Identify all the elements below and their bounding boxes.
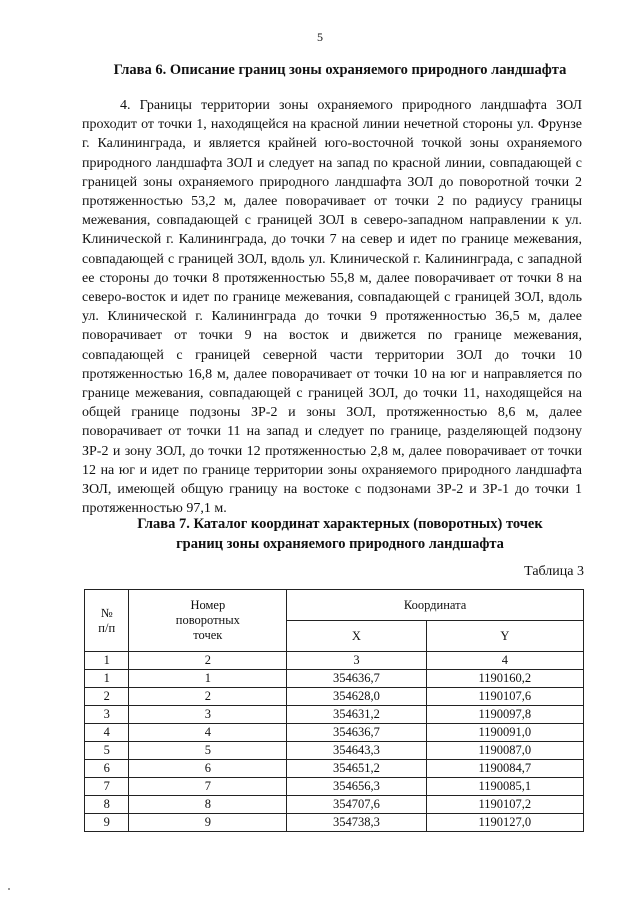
header-num-line2: п/п (98, 620, 116, 635)
table-cell: 8 (129, 796, 287, 814)
table-row (85, 742, 584, 760)
chapter7-title-line1: Глава 7. Каталог координат характерных (поворотных) точек (137, 516, 543, 532)
table-index-row (85, 652, 584, 670)
table-cell: 6 (129, 760, 287, 778)
table-cell: 1190107,2 (426, 796, 583, 814)
table-cell: 3 (287, 652, 426, 670)
table-cell: 1190084,7 (426, 760, 583, 778)
table-row (85, 796, 584, 814)
table-cell: 1 (85, 652, 129, 670)
header-coordinate: Координата (287, 590, 584, 621)
table-cell: 1190091,0 (426, 724, 583, 742)
chapter6-paragraph: 4. Границы территории зоны охраняемого природного ландшафта ЗОЛ проходит от точки 1, находящейся на красной линии нечетной стороны ул. Фрунзе г. Калининграда, и является крайней юго-восточной точкой зоны охраняемого природного ландшафта ЗОЛ и следует на запад по красной линии, совпадающей с границей зоны охраняемого природного ландшафта ЗОЛ до поворотной точки 2 протяженностью 53,2 м, далее поворачивает от точки 2 по радиусу границы межевания, совпадающей с границей ЗОЛ в северо-западном направлении к ул. Клинической г. Калининграда, до точки 7 на север и идет по границе межевания, совпадающей с границей ЗОЛ, вдоль ул. Клинической г. Калининграда, с западной ее стороны до точки 8 протяженностью 55,8 м, далее поворачивает от точки 8 на северо-восток и идет по границе межевания, совпадающей с границей ЗОЛ, вдоль ул. Клинической г. Калининграда до точки 9 протяженностью 36,5 м, далее поворачивает от точки 9 на восток и движется по границе межевания, совпадающей с границей северной части территории ЗОЛ до точки 10 протяженностью 16,8 м, далее поворачивает от точки 10 на юг и направляется по границе межевания, совпадающей с границей ЗОЛ, до точки 11, находящейся на общей границе подзоны ЗР-2 и зоны ЗОЛ, протяженностью 8,6 м, далее поворачивает от точки 11 на запад и следует по границе, разделяющей подзону ЗР-2 и зону ЗОЛ, до точки 12 протяженностью 2,8 м, далее поворачивает от точки 12 на юг и идет по границе территории зоны охраняемого природного ландшафта ЗОЛ, имеющей общую границу на востоке с подзонами ЗР-2 и ЗР-1 до точки 1 протяженностью 97,1 м. (82, 98, 582, 517)
table-cell: 7 (129, 778, 287, 796)
table-cell: 9 (85, 814, 129, 832)
table-cell: 6 (85, 760, 129, 778)
table-cell: 7 (85, 778, 129, 796)
table-cell: 354628,0 (287, 688, 426, 706)
chapter7-title-line2: границ зоны охраняемого природного ландшафта (176, 536, 504, 552)
table-cell: 1190087,0 (426, 742, 583, 760)
table-caption: Таблица 3 (524, 564, 584, 579)
table-cell: 2 (129, 652, 287, 670)
table-cell: 354631,2 (287, 706, 426, 724)
table-row (85, 670, 584, 688)
chapter6-title: Глава 6. Описание границ зоны охраняемого природного ландшафта (113, 62, 567, 78)
table-row (85, 688, 584, 706)
table-cell: 2 (129, 688, 287, 706)
page-number: 5 (317, 30, 323, 44)
table-cell: 1190097,8 (426, 706, 583, 724)
table-cell: 1190127,0 (426, 814, 583, 832)
table-cell: 354643,3 (287, 742, 426, 760)
chapter7-title (110, 514, 570, 554)
table-cell: 354707,6 (287, 796, 426, 814)
table-cell: 1 (85, 670, 129, 688)
table-body (85, 652, 584, 832)
table-cell: 354738,3 (287, 814, 426, 832)
table-cell: 1190085,1 (426, 778, 583, 796)
table-cell: 354636,7 (287, 670, 426, 688)
table-cell: 5 (85, 742, 129, 760)
table-cell: 4 (129, 724, 287, 742)
header-y: Y (426, 621, 583, 652)
table-cell: 4 (85, 724, 129, 742)
header-row-number (85, 590, 129, 652)
table-cell: 1190160,2 (426, 670, 583, 688)
table-cell: 354636,7 (287, 724, 426, 742)
table-cell: 354651,2 (287, 760, 426, 778)
table-cell: 8 (85, 796, 129, 814)
header-point-number: Номер поворотных точек (129, 590, 287, 652)
header-num-line1: № (100, 605, 113, 620)
header-x: X (287, 621, 426, 652)
table-row (85, 778, 584, 796)
table-row (85, 706, 584, 724)
scan-mark (8, 888, 10, 890)
table-cell: 1 (129, 670, 287, 688)
table-cell: 1190107,6 (426, 688, 583, 706)
table-row (85, 760, 584, 778)
table-cell: 5 (129, 742, 287, 760)
table-cell: 4 (426, 652, 583, 670)
table-cell: 3 (129, 706, 287, 724)
table-cell: 3 (85, 706, 129, 724)
table-cell: 2 (85, 688, 129, 706)
coordinates-table (84, 589, 584, 832)
table-cell: 9 (129, 814, 287, 832)
table-row (85, 814, 584, 832)
table-cell: 354656,3 (287, 778, 426, 796)
table-row (85, 724, 584, 742)
